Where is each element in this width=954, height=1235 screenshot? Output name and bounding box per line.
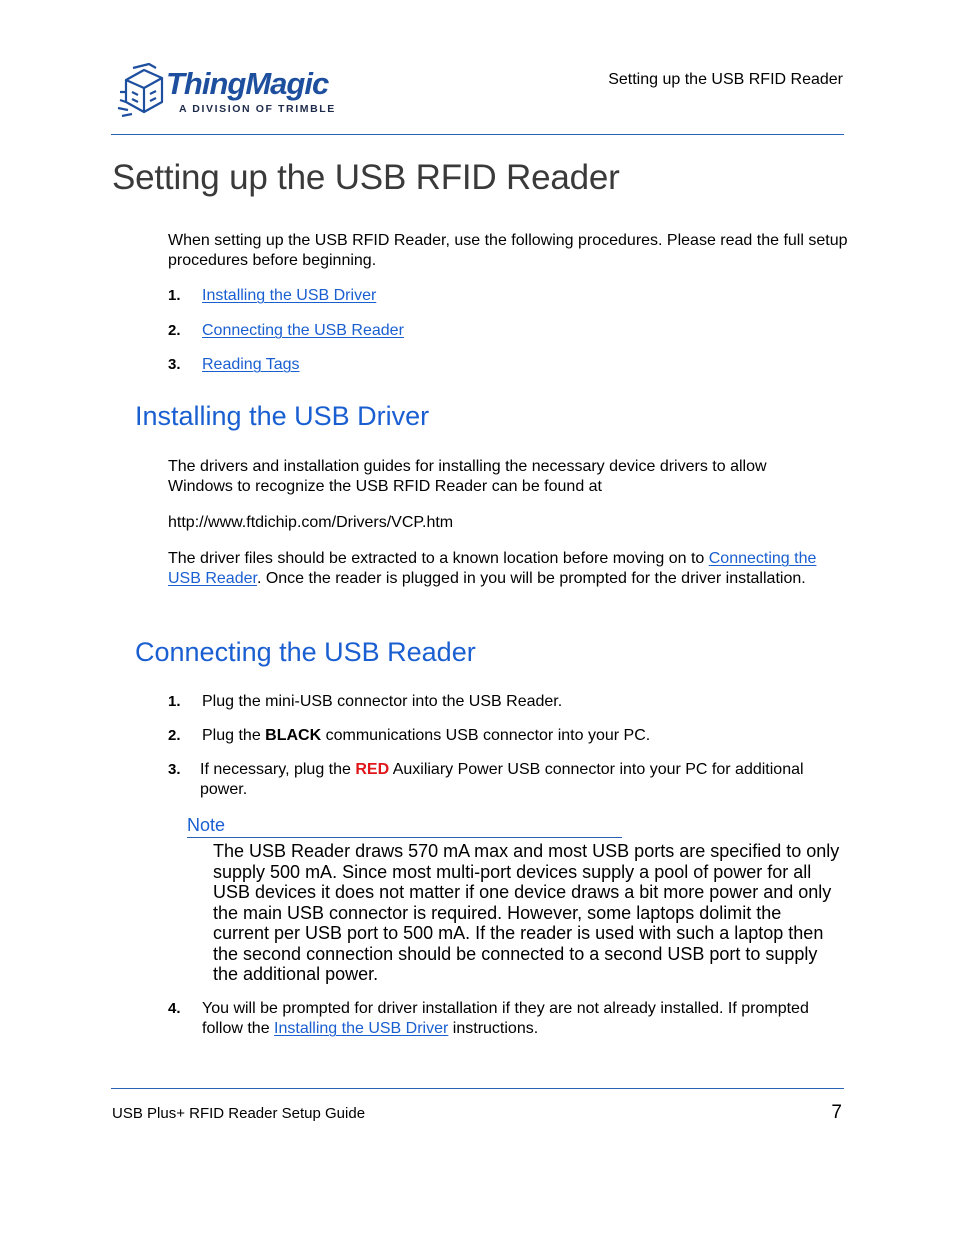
header-rule bbox=[111, 134, 844, 135]
page-number: 7 bbox=[831, 1102, 842, 1123]
inline-link-installing-usb-driver[interactable]: Installing the USB Driver bbox=[274, 1020, 449, 1037]
note-text: The USB Reader draws 570 mA max and most USB ports are specified to only supply 500 mA. Since most multi-port devices supply a pool of power for all USB devices it does not matter if one device draws a bit more power and only the main USB connector is required. However, some laptops dolimit the current per USB port to 500 mA. If the reader is used with such a laptop then the second connection should be connected to a second USB port to supply the additional power. bbox=[213, 841, 840, 984]
step-bold-black: BLACK bbox=[265, 727, 322, 744]
step-red-label: RED bbox=[355, 761, 390, 778]
footer-rule bbox=[111, 1088, 844, 1089]
step-number: 2. bbox=[168, 727, 181, 744]
note-label: Note bbox=[187, 815, 226, 835]
step-number: 4. bbox=[168, 1000, 181, 1017]
step-item bbox=[168, 692, 848, 712]
intro-paragraph: When setting up the USB RFID Reader, use the following procedures. Please read the full setup procedures before beginning. bbox=[168, 232, 848, 269]
list-item bbox=[168, 355, 300, 375]
page-title: Setting up the USB RFID Reader bbox=[112, 158, 620, 197]
footer-guide-title: USB Plus+ RFID Reader Setup Guide bbox=[112, 1105, 366, 1122]
extract-text-end: . Once the reader is plugged in you will be prompted for the driver installation. bbox=[256, 570, 806, 587]
list-number: 1. bbox=[168, 287, 181, 304]
inline-link-connecting-usb-reader[interactable]: Connecting the USB Reader bbox=[168, 550, 817, 587]
list-item bbox=[168, 286, 377, 306]
step-text-start: You will be prompted for driver installation if they are not already installed. If prompted follow the bbox=[202, 1000, 809, 1037]
list-number: 3. bbox=[168, 356, 181, 373]
step-text-start: Plug the bbox=[202, 727, 266, 744]
toc-link-reading-tags[interactable]: Reading Tags bbox=[202, 356, 300, 373]
extract-text-start: The driver files should be extracted to a known location before moving on to bbox=[168, 550, 709, 567]
note-rule bbox=[187, 837, 622, 838]
thingmagic-logo-icon bbox=[116, 62, 168, 124]
logo-wordmark: ThingMagic bbox=[166, 66, 329, 101]
extract-paragraph bbox=[168, 549, 840, 589]
step-text bbox=[202, 999, 832, 1039]
step-text: Plug the mini-USB connector into the USB Reader. bbox=[202, 693, 563, 710]
section-heading-connecting-usb-reader: Connecting the USB Reader bbox=[135, 637, 476, 667]
step-item bbox=[168, 726, 848, 746]
step-number: 3. bbox=[168, 761, 181, 778]
toc-link-connecting-usb-reader[interactable]: Connecting the USB Reader bbox=[202, 322, 404, 339]
toc-link-installing-usb-driver[interactable]: Installing the USB Driver bbox=[202, 287, 377, 304]
step-text-end: communications USB connector into your PC. bbox=[321, 727, 651, 744]
list-number: 2. bbox=[168, 322, 181, 339]
step-text-end: Auxiliary Power USB connector into your PC for additional power. bbox=[200, 761, 804, 798]
list-item bbox=[168, 321, 404, 341]
running-header-title: Setting up the USB RFID Reader bbox=[608, 71, 843, 88]
step-text bbox=[202, 726, 650, 746]
driver-paragraph: The drivers and installation guides for installing the necessary device drivers to allow Windows to recognize the USB RFID Reader can be found at bbox=[168, 458, 767, 495]
logo-tagline: A DIVISION OF TRIMBLE bbox=[179, 103, 336, 115]
section-heading-installing-usb-driver: Installing the USB Driver bbox=[135, 401, 430, 431]
step-number: 1. bbox=[168, 693, 181, 710]
logo bbox=[116, 62, 336, 124]
step-text-end: instructions. bbox=[448, 1020, 539, 1037]
step-text bbox=[200, 760, 848, 800]
step-text-start: If necessary, plug the bbox=[200, 761, 356, 778]
driver-url: http://www.ftdichip.com/Drivers/VCP.htm bbox=[168, 514, 454, 531]
